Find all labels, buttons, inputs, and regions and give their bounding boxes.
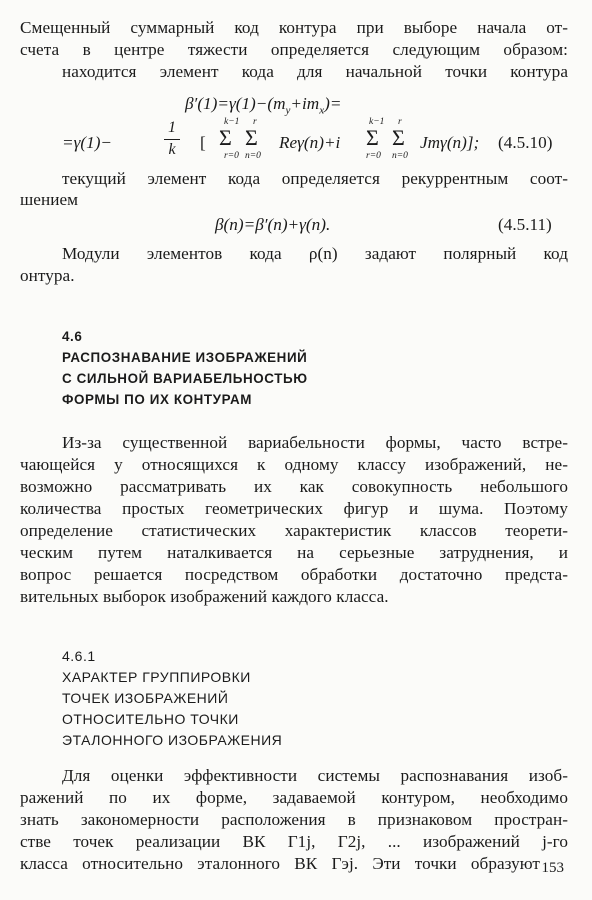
paragraph-line: вопрос решается посредством обработки достаточно предста- xyxy=(20,565,568,584)
fraction-numerator: 1 xyxy=(168,119,176,136)
equation-number: (4.5.10) xyxy=(498,133,553,152)
paragraph-line: Смещенный суммарный код контура при выборе начала от- xyxy=(20,18,568,37)
sum-symbol: Σ xyxy=(219,125,232,150)
paragraph-line: онтура. xyxy=(20,266,75,285)
eq-text: Reγ(n)+i xyxy=(279,133,341,152)
section-title-line: С СИЛЬНОЙ ВАРИАБЕЛЬНОСТЬЮ xyxy=(62,371,308,386)
section-title-line: ФОРМЫ ПО ИХ КОНТУРАМ xyxy=(62,392,252,407)
sum-symbol: Σ xyxy=(366,125,379,150)
page-number: 153 xyxy=(541,860,564,876)
sum-upper-limit: k−1 xyxy=(224,117,240,127)
paragraph-line: чающейся у относящихся к одному классу изображений, не- xyxy=(20,455,568,474)
paragraph-line: текущий элемент кода определяется рекуррентным соот- xyxy=(62,169,568,188)
paragraph-line: класса относительно эталонного ВК Γэj. Эти точки образуют xyxy=(20,854,540,873)
eq-text: β′(1)=γ(1)−(m xyxy=(185,94,286,113)
paragraph-line: количества простых геометрических фигур и шума. Поэтому xyxy=(20,499,568,518)
equation-number: (4.5.11) xyxy=(498,215,552,234)
eq-text: +im xyxy=(290,94,320,113)
paragraph-line: ческим путем наталкивается на серьезные затруднения, и xyxy=(20,543,568,562)
fraction-denominator: k xyxy=(168,141,176,158)
paragraph-line: Модули элементов кода ρ(n) задают полярный код xyxy=(62,244,568,263)
eq-text: )= xyxy=(324,94,342,113)
sum-lower-limit: r=0 xyxy=(366,151,381,161)
paragraph-line: стве точек реализации ВК Γ1j, Γ2j, ... изображений j-го xyxy=(20,832,568,851)
sum-lower-limit: n=0 xyxy=(245,151,261,161)
section-number: 4.6 xyxy=(62,329,83,344)
sum-upper-limit: r xyxy=(253,117,257,127)
equation-4-5-10-line1 xyxy=(185,94,341,120)
paragraph-line: находится элемент кода для начальной точки контура xyxy=(62,62,568,81)
eq-bracket: [ xyxy=(200,133,206,152)
sum-lower-limit: n=0 xyxy=(392,151,408,161)
section-title-line: РАСПОЗНАВАНИЕ ИЗОБРАЖЕНИЙ xyxy=(62,350,308,365)
sum-upper-limit: r xyxy=(398,117,402,127)
equation-4-5-11: β(n)=β′(n)+γ(n). xyxy=(215,215,331,234)
paragraph-line: определение статистических характеристик классов теорети- xyxy=(20,521,568,540)
subsection-number: 4.6.1 xyxy=(62,648,96,664)
paragraph-line: вительных выборок изображений каждого класса. xyxy=(20,587,389,606)
subsection-title-line: ОТНОСИТЕЛЬНО ТОЧКИ xyxy=(62,711,239,727)
sum-upper-limit: k−1 xyxy=(369,117,385,127)
eq-subscript: x xyxy=(319,104,325,117)
eq-text: =γ(1)− xyxy=(62,133,113,152)
eq-subscript: y xyxy=(285,104,291,117)
subsection-title-line: ХАРАКТЕР ГРУППИРОВКИ xyxy=(62,669,251,685)
sum-lower-limit: r=0 xyxy=(224,151,239,161)
paragraph-line: Из-за существенной вариабельности формы, часто встре- xyxy=(62,433,568,452)
paragraph-line: знать закономерности расположения в признаковом простран- xyxy=(20,810,568,829)
eq-text: Jmγ(n)]; xyxy=(420,133,480,152)
paragraph-line: счета в центре тяжести определяется следующим образом: xyxy=(20,40,568,59)
sum-symbol: Σ xyxy=(245,125,258,150)
fraction-bar xyxy=(164,139,180,140)
subsection-title-line: ТОЧЕК ИЗОБРАЖЕНИЙ xyxy=(62,690,229,706)
paragraph-line: Для оценки эффективности системы распознавания изоб- xyxy=(62,766,568,785)
paragraph-line: возможно рассматривать их как совокупность небольшого xyxy=(20,477,568,496)
sum-symbol: Σ xyxy=(392,125,405,150)
paragraph-line: ражений по их форме, задаваемой контуром, необходимо xyxy=(20,788,568,807)
paragraph-line: шением xyxy=(20,190,79,209)
subsection-title-line: ЭТАЛОННОГО ИЗОБРАЖЕНИЯ xyxy=(62,732,283,748)
